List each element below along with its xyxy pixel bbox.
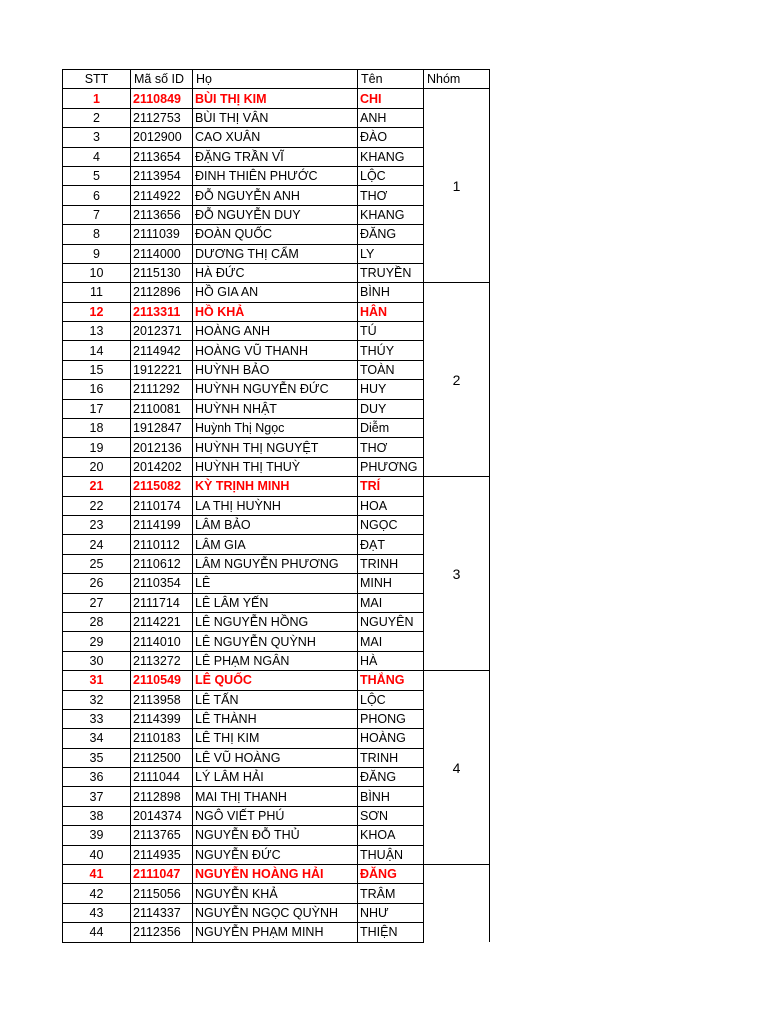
cell-id[interactable]: 2113656 [131, 205, 193, 224]
cell-ten[interactable]: LỘC [358, 690, 424, 709]
cell-id[interactable]: 2114199 [131, 515, 193, 534]
cell-ten[interactable]: ĐẠT [358, 535, 424, 554]
cell-id[interactable]: 2014374 [131, 806, 193, 825]
cell-ten[interactable]: ĐÀO [358, 128, 424, 147]
cell-ho[interactable]: LÊ TẤN [193, 690, 358, 709]
cell-ten[interactable]: HUY [358, 380, 424, 399]
cell-stt[interactable]: 18 [63, 419, 131, 438]
cell-ten[interactable]: HOÀNG [358, 729, 424, 748]
cell-id[interactable]: 2110112 [131, 535, 193, 554]
cell-ho[interactable]: NGUYỄN KHẢ [193, 884, 358, 903]
header-id[interactable]: Mã số ID [131, 70, 193, 89]
cell-stt[interactable]: 2 [63, 108, 131, 127]
cell-ho[interactable]: HUỲNH NHẬT [193, 399, 358, 418]
cell-ho[interactable]: HOÀNG ANH [193, 322, 358, 341]
cell-stt[interactable]: 3 [63, 128, 131, 147]
cell-stt[interactable]: 39 [63, 826, 131, 845]
cell-id[interactable]: 2110549 [131, 671, 193, 690]
cell-ho[interactable]: NGUYỄN ĐỨC [193, 845, 358, 864]
cell-group[interactable]: 4 [424, 671, 490, 865]
cell-ten[interactable]: Diễm [358, 419, 424, 438]
cell-ho[interactable]: NGUYỄN ĐỖ THỦ [193, 826, 358, 845]
cell-ten[interactable]: HOA [358, 496, 424, 515]
cell-stt[interactable]: 17 [63, 399, 131, 418]
cell-id[interactable]: 2113954 [131, 166, 193, 185]
cell-stt[interactable]: 37 [63, 787, 131, 806]
cell-ho[interactable]: LA THỊ HUỲNH [193, 496, 358, 515]
cell-id[interactable]: 2113272 [131, 651, 193, 670]
cell-stt[interactable]: 10 [63, 263, 131, 282]
cell-stt[interactable]: 16 [63, 380, 131, 399]
cell-id[interactable]: 2113654 [131, 147, 193, 166]
cell-id[interactable]: 2112896 [131, 283, 193, 302]
cell-ho[interactable]: LÂM BẢO [193, 515, 358, 534]
cell-id[interactable]: 2012900 [131, 128, 193, 147]
cell-ten[interactable]: ĐĂNG [358, 225, 424, 244]
cell-id[interactable]: 2111047 [131, 865, 193, 884]
cell-ten[interactable]: THUẬN [358, 845, 424, 864]
cell-id[interactable]: 2112500 [131, 748, 193, 767]
header-ho[interactable]: Họ [193, 70, 358, 89]
cell-ho[interactable]: LÂM GIA [193, 535, 358, 554]
cell-ten[interactable]: THẮNG [358, 671, 424, 690]
table-row [63, 89, 490, 108]
cell-stt[interactable]: 12 [63, 302, 131, 321]
cell-ten[interactable]: HÂN [358, 302, 424, 321]
cell-ten[interactable]: KHANG [358, 147, 424, 166]
cell-ho[interactable]: LÊ THÀNH [193, 709, 358, 728]
cell-ho[interactable]: LÊ NGUYỄN QUỲNH [193, 632, 358, 651]
cell-id[interactable]: 2114399 [131, 709, 193, 728]
cell-ho[interactable]: LÊ NGUYỄN HỒNG [193, 612, 358, 631]
cell-stt[interactable]: 25 [63, 554, 131, 573]
cell-stt[interactable]: 1 [63, 89, 131, 108]
cell-ho[interactable]: ĐINH THIÊN PHƯỚC [193, 166, 358, 185]
student-group-table [62, 69, 490, 943]
cell-ho[interactable]: HỒ KHẢ [193, 302, 358, 321]
cell-ho[interactable]: ĐOÀN QUỐC [193, 225, 358, 244]
header-ten[interactable]: Tên [358, 70, 424, 89]
cell-id[interactable]: 2114221 [131, 612, 193, 631]
cell-group[interactable]: 3 [424, 477, 490, 671]
cell-ten[interactable]: ANH [358, 108, 424, 127]
cell-id[interactable]: 2110849 [131, 89, 193, 108]
cell-ten[interactable]: THÚY [358, 341, 424, 360]
header-row [63, 70, 490, 89]
cell-id[interactable]: 1912847 [131, 419, 193, 438]
cell-id[interactable]: 2110174 [131, 496, 193, 515]
cell-ho[interactable]: HÀ ĐỨC [193, 263, 358, 282]
cell-ten[interactable]: ĐĂNG [358, 768, 424, 787]
cell-stt[interactable]: 32 [63, 690, 131, 709]
cell-ho[interactable]: BÙI THỊ KIM [193, 89, 358, 108]
cell-stt[interactable]: 9 [63, 244, 131, 263]
cell-id[interactable]: 2114010 [131, 632, 193, 651]
cell-id[interactable]: 2110081 [131, 399, 193, 418]
cell-id[interactable]: 2112753 [131, 108, 193, 127]
cell-stt[interactable]: 30 [63, 651, 131, 670]
cell-ten[interactable]: SƠN [358, 806, 424, 825]
cell-id[interactable]: 2113765 [131, 826, 193, 845]
cell-id[interactable]: 2012136 [131, 438, 193, 457]
cell-stt[interactable]: 44 [63, 923, 131, 942]
cell-stt[interactable]: 24 [63, 535, 131, 554]
cell-ho[interactable]: ĐỖ NGUYỄN DUY [193, 205, 358, 224]
cell-group[interactable]: 2 [424, 283, 490, 477]
cell-id[interactable]: 2111039 [131, 225, 193, 244]
cell-ho[interactable]: BÙI THỊ VÂN [193, 108, 358, 127]
cell-id[interactable]: 2110612 [131, 554, 193, 573]
header-stt[interactable]: STT [63, 70, 131, 89]
cell-stt[interactable]: 20 [63, 457, 131, 476]
cell-id[interactable]: 2113311 [131, 302, 193, 321]
cell-ten[interactable]: MINH [358, 574, 424, 593]
cell-stt[interactable]: 26 [63, 574, 131, 593]
cell-group[interactable] [424, 865, 490, 943]
cell-id[interactable]: 2114935 [131, 845, 193, 864]
cell-ho[interactable]: HUỲNH BẢO [193, 360, 358, 379]
cell-ten[interactable]: NGUYÊN [358, 612, 424, 631]
cell-stt[interactable]: 23 [63, 515, 131, 534]
cell-ten[interactable]: THƠ [358, 186, 424, 205]
cell-ho[interactable]: HUỲNH THỊ NGUYỆT [193, 438, 358, 457]
cell-ten[interactable]: CHI [358, 89, 424, 108]
cell-ten[interactable]: PHƯƠNG [358, 457, 424, 476]
cell-id[interactable]: 2111714 [131, 593, 193, 612]
cell-id[interactable]: 2115130 [131, 263, 193, 282]
cell-id[interactable]: 1912221 [131, 360, 193, 379]
cell-ho[interactable]: LÊ LÂM YẾN [193, 593, 358, 612]
cell-ten[interactable]: TRUYỀN [358, 263, 424, 282]
cell-id[interactable]: 2014202 [131, 457, 193, 476]
cell-stt[interactable]: 22 [63, 496, 131, 515]
cell-ten[interactable]: TOÀN [358, 360, 424, 379]
cell-stt[interactable]: 33 [63, 709, 131, 728]
cell-ten[interactable]: LY [358, 244, 424, 263]
cell-id[interactable]: 2112898 [131, 787, 193, 806]
cell-ho[interactable]: NGUYỄN NGỌC QUỲNH [193, 903, 358, 922]
cell-id[interactable]: 2110354 [131, 574, 193, 593]
cell-ho[interactable]: Huỳnh Thị Ngọc [193, 419, 358, 438]
cell-id[interactable]: 2115056 [131, 884, 193, 903]
cell-ho[interactable]: LÊ PHẠM NGÂN [193, 651, 358, 670]
cell-ho[interactable]: MAI THỊ THANH [193, 787, 358, 806]
cell-ho[interactable]: NGÔ VIẾT PHÚ [193, 806, 358, 825]
cell-ten[interactable]: MAI [358, 632, 424, 651]
cell-stt[interactable]: 38 [63, 806, 131, 825]
cell-ten[interactable]: TRÂM [358, 884, 424, 903]
cell-stt[interactable]: 43 [63, 903, 131, 922]
cell-ho[interactable]: NGUYỄN HOÀNG HẢI [193, 865, 358, 884]
cell-ten[interactable]: NGỌC [358, 515, 424, 534]
cell-ten[interactable]: TRINH [358, 554, 424, 573]
cell-ho[interactable]: LÂM NGUYỄN PHƯƠNG [193, 554, 358, 573]
cell-id[interactable]: 2110183 [131, 729, 193, 748]
cell-ten[interactable]: TRINH [358, 748, 424, 767]
cell-id[interactable]: 2114922 [131, 186, 193, 205]
cell-ten[interactable]: ĐĂNG [358, 865, 424, 884]
cell-stt[interactable]: 6 [63, 186, 131, 205]
cell-ten[interactable]: BÌNH [358, 787, 424, 806]
cell-stt[interactable]: 5 [63, 166, 131, 185]
cell-ho[interactable]: HUỲNH THỊ THUỲ [193, 457, 358, 476]
cell-ho[interactable]: DƯƠNG THỊ CẨM [193, 244, 358, 263]
cell-ten[interactable]: MAI [358, 593, 424, 612]
cell-ten[interactable]: NHƯ [358, 903, 424, 922]
cell-ten[interactable]: TRÍ [358, 477, 424, 496]
cell-id[interactable]: 2114942 [131, 341, 193, 360]
cell-id[interactable]: 2115082 [131, 477, 193, 496]
cell-stt[interactable]: 11 [63, 283, 131, 302]
table-row [63, 283, 490, 302]
cell-ten[interactable]: BÌNH [358, 283, 424, 302]
cell-ten[interactable]: THIỆN [358, 923, 424, 942]
cell-stt[interactable]: 40 [63, 845, 131, 864]
cell-id[interactable]: 2114337 [131, 903, 193, 922]
cell-stt[interactable]: 42 [63, 884, 131, 903]
cell-stt[interactable]: 14 [63, 341, 131, 360]
cell-ho[interactable]: CAO XUÂN [193, 128, 358, 147]
cell-ho[interactable]: LÊ VŨ HOÀNG [193, 748, 358, 767]
cell-stt[interactable]: 41 [63, 865, 131, 884]
cell-id[interactable]: 2113958 [131, 690, 193, 709]
cell-id[interactable]: 2111292 [131, 380, 193, 399]
cell-stt[interactable]: 7 [63, 205, 131, 224]
cell-ten[interactable]: THƠ [358, 438, 424, 457]
cell-ho[interactable]: LÝ LÂM HẢI [193, 768, 358, 787]
cell-ten[interactable]: KHOA [358, 826, 424, 845]
cell-stt[interactable]: 29 [63, 632, 131, 651]
cell-stt[interactable]: 8 [63, 225, 131, 244]
cell-ho[interactable]: LÊ QUỐC [193, 671, 358, 690]
cell-ho[interactable]: ĐẶNG TRẦN VĨ [193, 147, 358, 166]
cell-stt[interactable]: 4 [63, 147, 131, 166]
cell-ten[interactable]: DUY [358, 399, 424, 418]
cell-stt[interactable]: 31 [63, 671, 131, 690]
cell-id[interactable]: 2012371 [131, 322, 193, 341]
cell-id[interactable]: 2114000 [131, 244, 193, 263]
cell-group[interactable]: 1 [424, 89, 490, 283]
cell-stt[interactable]: 13 [63, 322, 131, 341]
cell-ho[interactable]: LÊ [193, 574, 358, 593]
cell-ho[interactable]: LÊ THỊ KIM [193, 729, 358, 748]
cell-ho[interactable]: HỒ GIA AN [193, 283, 358, 302]
cell-ten[interactable]: LỘC [358, 166, 424, 185]
cell-stt[interactable]: 19 [63, 438, 131, 457]
table-row [63, 865, 490, 884]
cell-stt[interactable]: 15 [63, 360, 131, 379]
cell-ho[interactable]: HUỲNH NGUYỄN ĐỨC [193, 380, 358, 399]
cell-ten[interactable]: HÀ [358, 651, 424, 670]
cell-stt[interactable]: 36 [63, 768, 131, 787]
table-row [63, 477, 490, 496]
cell-ho[interactable]: NGUYỄN PHẠM MINH [193, 923, 358, 942]
table-row [63, 671, 490, 690]
cell-stt[interactable]: 27 [63, 593, 131, 612]
cell-id[interactable]: 2112356 [131, 923, 193, 942]
header-nhom[interactable]: Nhóm [424, 70, 490, 89]
cell-ten[interactable]: KHANG [358, 205, 424, 224]
cell-stt[interactable]: 35 [63, 748, 131, 767]
cell-ten[interactable]: TÚ [358, 322, 424, 341]
cell-stt[interactable]: 21 [63, 477, 131, 496]
cell-ten[interactable]: PHONG [358, 709, 424, 728]
cell-stt[interactable]: 34 [63, 729, 131, 748]
cell-stt[interactable]: 28 [63, 612, 131, 631]
cell-ho[interactable]: ĐỖ NGUYỄN ANH [193, 186, 358, 205]
cell-ho[interactable]: HOÀNG VŨ THANH [193, 341, 358, 360]
cell-id[interactable]: 2111044 [131, 768, 193, 787]
table-body [63, 89, 490, 942]
cell-ho[interactable]: KỲ TRỊNH MINH [193, 477, 358, 496]
